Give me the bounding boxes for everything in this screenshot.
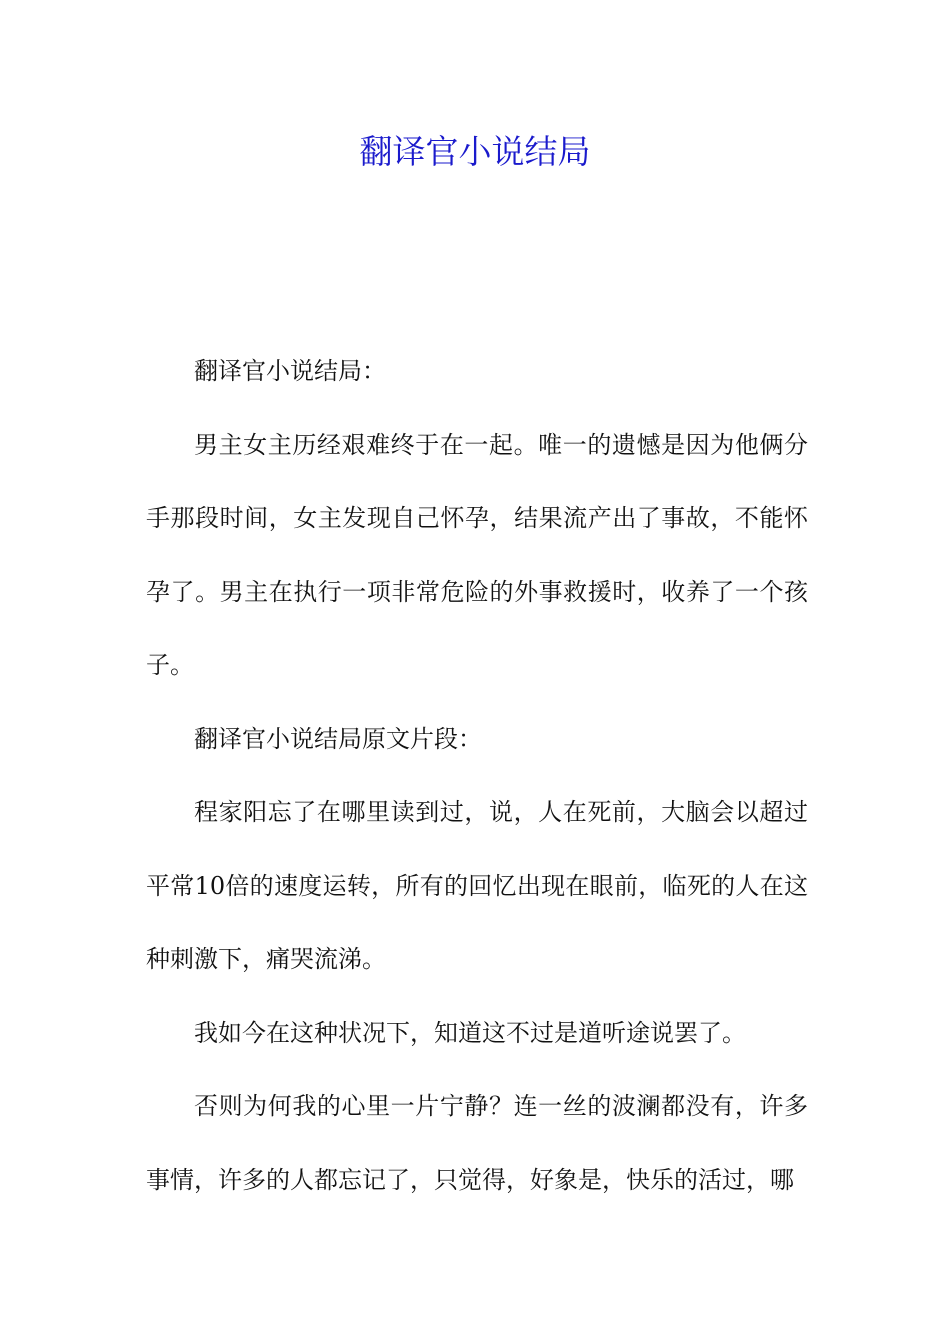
paragraph-heading-excerpt: 翻译官小说结局原文片段： xyxy=(194,724,482,753)
paragraph-heading-ending: 翻译官小说结局： xyxy=(194,357,386,385)
document-title: 翻译官小说结局 xyxy=(359,132,591,171)
document-body xyxy=(146,335,808,1217)
paragraph-excerpt-1: 程家阳忘了在哪里读到过，说，人在死前，大脑会以超过平常10倍的速度运转，所有的回忆出现在眼前，临死的人在这种刺激下，痛哭流涕。 xyxy=(146,798,808,973)
paragraph-ending-summary: 男主女主历经艰难终于在一起。唯一的遗憾是因为他俩分手那段时间，女主发现自己怀孕，结果流产出了事故，不能怀孕了。男主在执行一项非常危险的外事救援时，收养了一个孩子。 xyxy=(146,430,808,679)
paragraph-excerpt-3: 否则为何我的心里一片宁静？连一丝的波澜都没有，许多事情，许多的人都忘记了，只觉得，好象是，快乐的活过，哪 xyxy=(146,1092,808,1194)
paragraph-excerpt-2: 我如今在这种状况下，知道这不过是道听途说罢了。 xyxy=(194,1018,746,1047)
